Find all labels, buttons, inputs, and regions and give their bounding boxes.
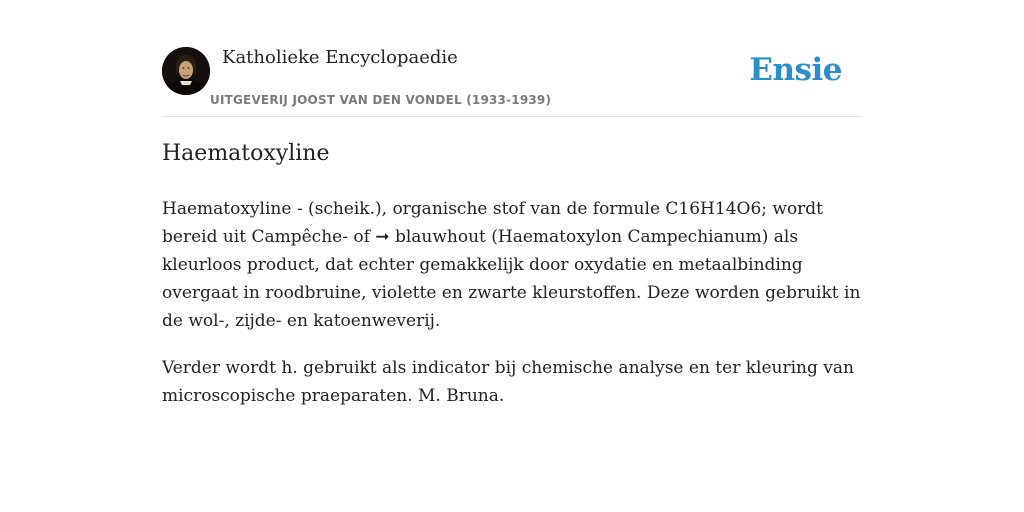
article-paragraph <box>162 195 862 335</box>
source-subtitle: UITGEVERIJ JOOST VAN DEN VONDEL (1933-1939) <box>210 93 552 107</box>
source-title[interactable]: Katholieke Encyclopaedie <box>222 47 458 68</box>
paragraph-text: blauwhout (Haematoxylon Campechianum) als kleurloos product, dat echter gemakkelijk door oxydatie en metaalbinding overgaat in roodbruine, violette en zwarte kleurstoffen. Deze worden gebruikt in de wol-, zijde- en katoenweverij. <box>162 227 861 331</box>
paragraph-text: Haematoxyline - (scheik.), organische stof van de formule C16H14O6; wordt bereid uit Campêche- of <box>162 199 824 247</box>
arrow-link-icon[interactable]: ➞ <box>375 227 390 247</box>
article-paragraph: Verder wordt h. gebruikt als indicator bij chemische analyse en ter kleuring van microscopische praeparaten. M. Bruna. <box>162 358 854 406</box>
source-header <box>162 46 862 117</box>
article-title: Haematoxyline <box>162 141 330 166</box>
article <box>162 138 862 429</box>
ensie-logo-link[interactable]: Ensie <box>749 52 842 88</box>
portrait-avatar-icon[interactable] <box>162 47 210 95</box>
